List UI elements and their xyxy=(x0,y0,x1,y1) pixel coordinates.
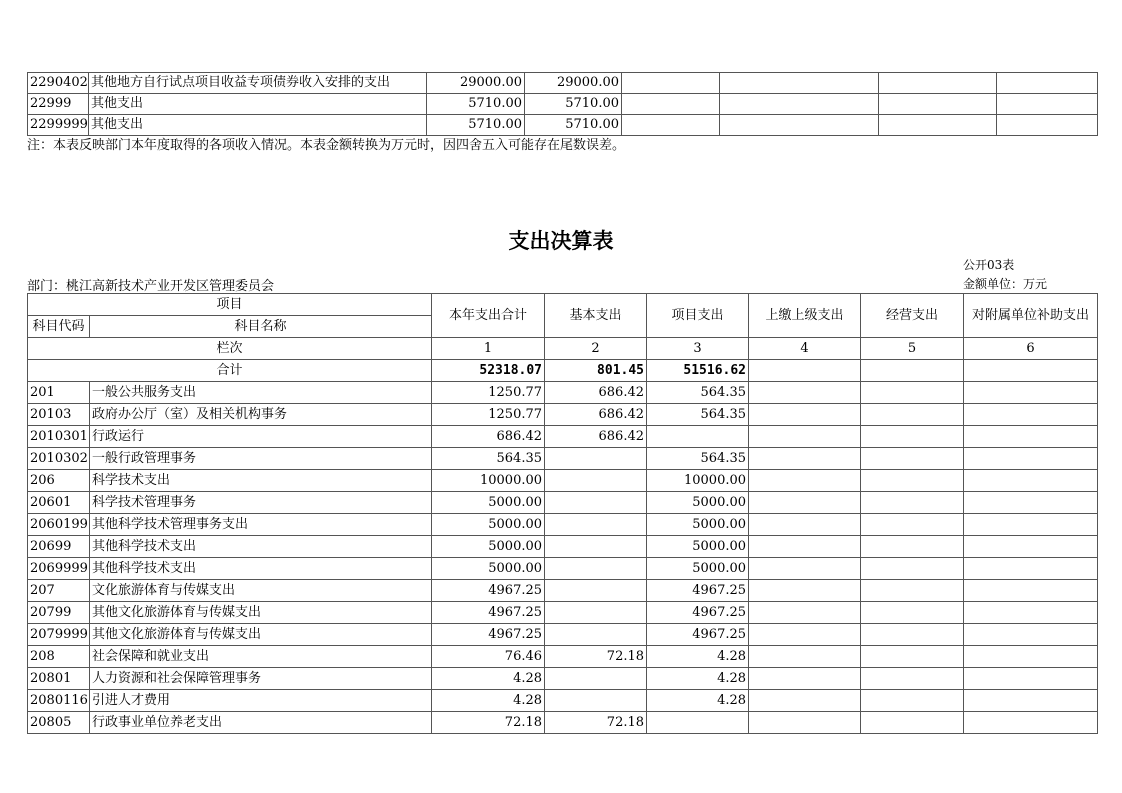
subject-name: 一般公共服务支出 xyxy=(90,382,432,404)
subsidy-expenditure xyxy=(964,558,1098,580)
subject-code: 201 xyxy=(28,382,90,404)
subject-code: 20801 xyxy=(28,668,90,690)
project-expenditure: 5000.00 xyxy=(647,514,749,536)
subject-code: 22999 xyxy=(28,94,89,115)
upper-expenditure xyxy=(749,492,861,514)
table-row xyxy=(28,470,1098,492)
total-upper xyxy=(749,360,861,382)
subject-name: 其他文化旅游体育与传媒支出 xyxy=(90,624,432,646)
table-row xyxy=(28,426,1098,448)
expenditure-table xyxy=(27,293,1098,734)
subject-code: 2290402 xyxy=(28,73,89,94)
amount-unit: 金额单位：万元 xyxy=(963,277,1048,291)
empty-cell xyxy=(879,115,997,136)
empty-cell xyxy=(720,115,879,136)
total-project: 51516.62 xyxy=(647,360,749,382)
previous-table-continuation xyxy=(27,72,1098,136)
subject-code: 2069999 xyxy=(28,558,90,580)
total-expenditure: 5000.00 xyxy=(432,536,545,558)
project-expenditure: 10000.00 xyxy=(647,470,749,492)
subsidy-expenditure xyxy=(964,382,1098,404)
amount-cell: 29000.00 xyxy=(427,73,525,94)
header-business: 经营支出 xyxy=(861,294,964,338)
column-number-2: 2 xyxy=(545,338,647,360)
total-expenditure: 4967.25 xyxy=(432,580,545,602)
basic-expenditure: 686.42 xyxy=(545,382,647,404)
header-column-label: 栏次 xyxy=(28,338,432,360)
column-number-5: 5 xyxy=(861,338,964,360)
empty-cell xyxy=(720,73,879,94)
total-row xyxy=(28,360,1098,382)
total-expenditure: 686.42 xyxy=(432,426,545,448)
empty-cell xyxy=(720,94,879,115)
subject-name: 其他支出 xyxy=(89,115,427,136)
table-row xyxy=(28,404,1098,426)
total-expenditure: 5000.00 xyxy=(432,492,545,514)
total-expenditure: 76.46 xyxy=(432,646,545,668)
subject-name: 政府办公厅（室）及相关机构事务 xyxy=(90,404,432,426)
column-number-4: 4 xyxy=(749,338,861,360)
column-number-1: 1 xyxy=(432,338,545,360)
business-expenditure xyxy=(861,492,964,514)
total-expenditure: 10000.00 xyxy=(432,470,545,492)
business-expenditure xyxy=(861,448,964,470)
subject-code: 2079999 xyxy=(28,624,90,646)
subject-name: 科学技术管理事务 xyxy=(90,492,432,514)
subject-name: 其他科学技术支出 xyxy=(90,536,432,558)
header-subsidy: 对附属单位补助支出 xyxy=(964,294,1098,338)
header-code: 科目代码 xyxy=(28,316,90,338)
subsidy-expenditure xyxy=(964,514,1098,536)
table-row xyxy=(28,382,1098,404)
upper-expenditure xyxy=(749,382,861,404)
column-number-3: 3 xyxy=(647,338,749,360)
basic-expenditure: 72.18 xyxy=(545,646,647,668)
amount-cell: 5710.00 xyxy=(525,94,622,115)
subject-name: 其他科学技术管理事务支出 xyxy=(90,514,432,536)
amount-cell: 5710.00 xyxy=(427,94,525,115)
subsidy-expenditure xyxy=(964,712,1098,734)
project-expenditure: 4.28 xyxy=(647,646,749,668)
basic-expenditure: 72.18 xyxy=(545,712,647,734)
subsidy-expenditure xyxy=(964,426,1098,448)
subject-code: 2010302 xyxy=(28,448,90,470)
upper-expenditure xyxy=(749,646,861,668)
upper-expenditure xyxy=(749,558,861,580)
business-expenditure xyxy=(861,470,964,492)
business-expenditure xyxy=(861,690,964,712)
table-row xyxy=(28,514,1098,536)
subject-code: 20799 xyxy=(28,602,90,624)
upper-expenditure xyxy=(749,404,861,426)
page-title: 支出决算表 xyxy=(508,229,614,253)
column-number-6: 6 xyxy=(964,338,1098,360)
business-expenditure xyxy=(861,580,964,602)
business-expenditure xyxy=(861,404,964,426)
subject-code: 20601 xyxy=(28,492,90,514)
total-label: 合计 xyxy=(28,360,432,382)
total-expenditure: 5000.00 xyxy=(432,558,545,580)
table-row xyxy=(28,624,1098,646)
department-label: 部门：桃江高新技术产业开发区管理委员会 xyxy=(27,279,275,294)
table-row xyxy=(28,536,1098,558)
total-expenditure: 5000.00 xyxy=(432,514,545,536)
business-expenditure xyxy=(861,426,964,448)
project-expenditure: 564.35 xyxy=(647,448,749,470)
table-row xyxy=(28,690,1098,712)
amount-cell: 5710.00 xyxy=(525,115,622,136)
upper-expenditure xyxy=(749,426,861,448)
subject-name: 其他文化旅游体育与传媒支出 xyxy=(90,602,432,624)
project-expenditure: 4.28 xyxy=(647,690,749,712)
total-expenditure: 4967.25 xyxy=(432,602,545,624)
upper-expenditure xyxy=(749,448,861,470)
header-project: 项目支出 xyxy=(647,294,749,338)
table-row xyxy=(28,712,1098,734)
basic-expenditure xyxy=(545,492,647,514)
subject-name: 社会保障和就业支出 xyxy=(90,646,432,668)
subject-code: 206 xyxy=(28,470,90,492)
business-expenditure xyxy=(861,514,964,536)
total-expenditure: 4.28 xyxy=(432,668,545,690)
business-expenditure xyxy=(861,712,964,734)
table-row xyxy=(28,646,1098,668)
header-item: 项目 xyxy=(28,294,432,316)
subject-name: 引进人才费用 xyxy=(90,690,432,712)
basic-expenditure xyxy=(545,624,647,646)
upper-expenditure xyxy=(749,536,861,558)
table-row xyxy=(28,492,1098,514)
project-expenditure: 4967.25 xyxy=(647,602,749,624)
subject-code: 2010301 xyxy=(28,426,90,448)
business-expenditure xyxy=(861,646,964,668)
total-business xyxy=(861,360,964,382)
project-expenditure: 4967.25 xyxy=(647,580,749,602)
subsidy-expenditure xyxy=(964,470,1098,492)
subsidy-expenditure xyxy=(964,690,1098,712)
basic-expenditure xyxy=(545,514,647,536)
empty-cell xyxy=(997,115,1098,136)
basic-expenditure xyxy=(545,602,647,624)
project-expenditure xyxy=(647,426,749,448)
empty-cell xyxy=(879,73,997,94)
empty-cell xyxy=(997,73,1098,94)
total-subsidy xyxy=(964,360,1098,382)
subject-code: 2060199 xyxy=(28,514,90,536)
project-expenditure: 5000.00 xyxy=(647,536,749,558)
subject-name: 行政事业单位养老支出 xyxy=(90,712,432,734)
empty-cell xyxy=(622,94,720,115)
subsidy-expenditure xyxy=(964,646,1098,668)
table-row xyxy=(28,558,1098,580)
total-expenditure: 4.28 xyxy=(432,690,545,712)
subsidy-expenditure xyxy=(964,602,1098,624)
project-expenditure: 564.35 xyxy=(647,382,749,404)
empty-cell xyxy=(879,94,997,115)
business-expenditure xyxy=(861,382,964,404)
empty-cell xyxy=(622,73,720,94)
basic-expenditure xyxy=(545,690,647,712)
table-row xyxy=(28,115,1098,136)
subject-name: 文化旅游体育与传媒支出 xyxy=(90,580,432,602)
subject-name: 行政运行 xyxy=(90,426,432,448)
basic-expenditure xyxy=(545,580,647,602)
amount-cell: 5710.00 xyxy=(427,115,525,136)
table-row xyxy=(28,602,1098,624)
subsidy-expenditure xyxy=(964,580,1098,602)
basic-expenditure xyxy=(545,536,647,558)
amount-cell: 29000.00 xyxy=(525,73,622,94)
business-expenditure xyxy=(861,668,964,690)
business-expenditure xyxy=(861,624,964,646)
table-row xyxy=(28,668,1098,690)
header-total: 本年支出合计 xyxy=(432,294,545,338)
project-expenditure: 5000.00 xyxy=(647,558,749,580)
total-expenditure: 4967.25 xyxy=(432,624,545,646)
table-note: 注：本表反映部门本年度取得的各项收入情况。本表金额转换为万元时，因四舍五入可能存在尾数误差。 xyxy=(27,138,626,153)
basic-expenditure xyxy=(545,470,647,492)
project-expenditure xyxy=(647,712,749,734)
table-row xyxy=(28,580,1098,602)
total-basic: 801.45 xyxy=(545,360,647,382)
subject-name: 一般行政管理事务 xyxy=(90,448,432,470)
subsidy-expenditure xyxy=(964,492,1098,514)
basic-expenditure: 686.42 xyxy=(545,404,647,426)
total-expenditure: 1250.77 xyxy=(432,382,545,404)
upper-expenditure xyxy=(749,668,861,690)
header-basic: 基本支出 xyxy=(545,294,647,338)
upper-expenditure xyxy=(749,690,861,712)
total-expenditure: 72.18 xyxy=(432,712,545,734)
subsidy-expenditure xyxy=(964,624,1098,646)
basic-expenditure: 686.42 xyxy=(545,426,647,448)
project-expenditure: 5000.00 xyxy=(647,492,749,514)
business-expenditure xyxy=(861,558,964,580)
subject-code: 20805 xyxy=(28,712,90,734)
subject-code: 20699 xyxy=(28,536,90,558)
empty-cell xyxy=(997,94,1098,115)
subject-name: 其他支出 xyxy=(89,94,427,115)
total-expenditure: 1250.77 xyxy=(432,404,545,426)
table-row xyxy=(28,448,1098,470)
basic-expenditure xyxy=(545,448,647,470)
subject-name: 其他地方自行试点项目收益专项债券收入安排的支出 xyxy=(89,73,427,94)
upper-expenditure xyxy=(749,602,861,624)
subsidy-expenditure xyxy=(964,536,1098,558)
total-expenditure: 564.35 xyxy=(432,448,545,470)
upper-expenditure xyxy=(749,470,861,492)
header-upper: 上缴上级支出 xyxy=(749,294,861,338)
subject-code: 2080116 xyxy=(28,690,90,712)
project-expenditure: 4.28 xyxy=(647,668,749,690)
total-sum: 52318.07 xyxy=(432,360,545,382)
subject-code: 208 xyxy=(28,646,90,668)
subject-code: 207 xyxy=(28,580,90,602)
business-expenditure xyxy=(861,602,964,624)
table-row xyxy=(28,94,1098,115)
subsidy-expenditure xyxy=(964,404,1098,426)
header-name: 科目名称 xyxy=(90,316,432,338)
upper-expenditure xyxy=(749,624,861,646)
basic-expenditure xyxy=(545,558,647,580)
table-row xyxy=(28,73,1098,94)
subsidy-expenditure xyxy=(964,448,1098,470)
subject-code: 2299999 xyxy=(28,115,89,136)
project-expenditure: 564.35 xyxy=(647,404,749,426)
project-expenditure: 4967.25 xyxy=(647,624,749,646)
basic-expenditure xyxy=(545,668,647,690)
upper-expenditure xyxy=(749,514,861,536)
form-number: 公开03表 xyxy=(963,258,1015,272)
subject-name: 科学技术支出 xyxy=(90,470,432,492)
upper-expenditure xyxy=(749,712,861,734)
upper-expenditure xyxy=(749,580,861,602)
subsidy-expenditure xyxy=(964,668,1098,690)
subject-name: 其他科学技术支出 xyxy=(90,558,432,580)
empty-cell xyxy=(622,115,720,136)
business-expenditure xyxy=(861,536,964,558)
subject-code: 20103 xyxy=(28,404,90,426)
subject-name: 人力资源和社会保障管理事务 xyxy=(90,668,432,690)
